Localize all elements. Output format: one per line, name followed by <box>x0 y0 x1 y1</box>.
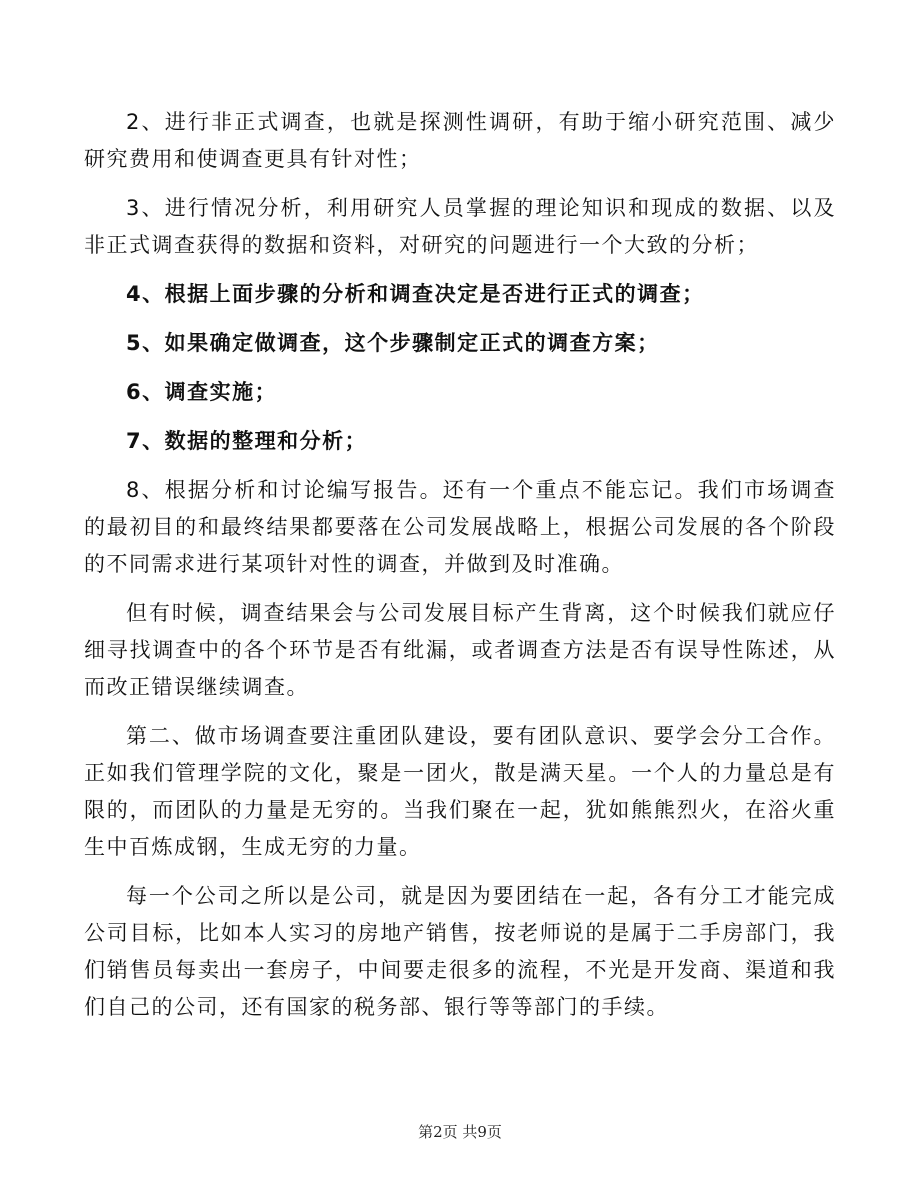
paragraph-6: 7、数据的整理和分析； <box>126 429 368 453</box>
paragraph-9: 第二、做市场调查要注重团队建设，要有团队意识、要学会分工合作。正如我们管理学院的文化，聚是一团火，散是满天星。一个人的力量总是有限的，而团队的力量是无穷的。当我们聚在一起，犹如熊熊烈火，在浴火重生中百炼成钢，生成无穷的力量。 <box>84 724 836 859</box>
document-body <box>84 104 836 1038</box>
page-number-footer: 第2页 共9页 <box>418 1123 502 1141</box>
paragraph-4: 5、如果确定做调查，这个步骤制定正式的调查方案； <box>126 331 660 355</box>
paragraph-8: 但有时候，调查结果会与公司发展目标产生背离，这个时候我们就应仔细寻找调查中的各个环节是否有纰漏，或者调查方法是否有误导性陈述，从而改正错误继续调查。 <box>84 601 836 699</box>
paragraph-1: 2、进行非正式调查，也就是探测性调研，有助于缩小研究范围、减少研究费用和使调查更具有针对性； <box>84 110 836 171</box>
paragraph-7: 8、根据分析和讨论编写报告。还有一个重点不能忘记。我们市场调查的最初目的和最终结果都要落在公司发展战略上，根据公司发展的各个阶段的不同需求进行某项针对性的调查，并做到及时准确。 <box>84 478 836 576</box>
paragraph-10: 每一个公司之所以是公司，就是因为要团结在一起，各有分工才能完成公司目标，比如本人实习的房地产销售，按老师说的是属于二手房部门，我们销售员每卖出一套房子，中间要走很多的流程，不光是开发商、渠道和我们自己的公司，还有国家的税务部、银行等等部门的手续。 <box>84 884 836 1019</box>
paragraph-5: 6、调查实施； <box>126 380 278 404</box>
paragraph-3: 4、根据上面步骤的分析和调查决定是否进行正式的调查； <box>126 282 705 306</box>
paragraph-2: 3、进行情况分析，利用研究人员掌握的理论知识和现成的数据、以及非正式调查获得的数据和资料，对研究的问题进行一个大致的分析； <box>84 196 836 257</box>
